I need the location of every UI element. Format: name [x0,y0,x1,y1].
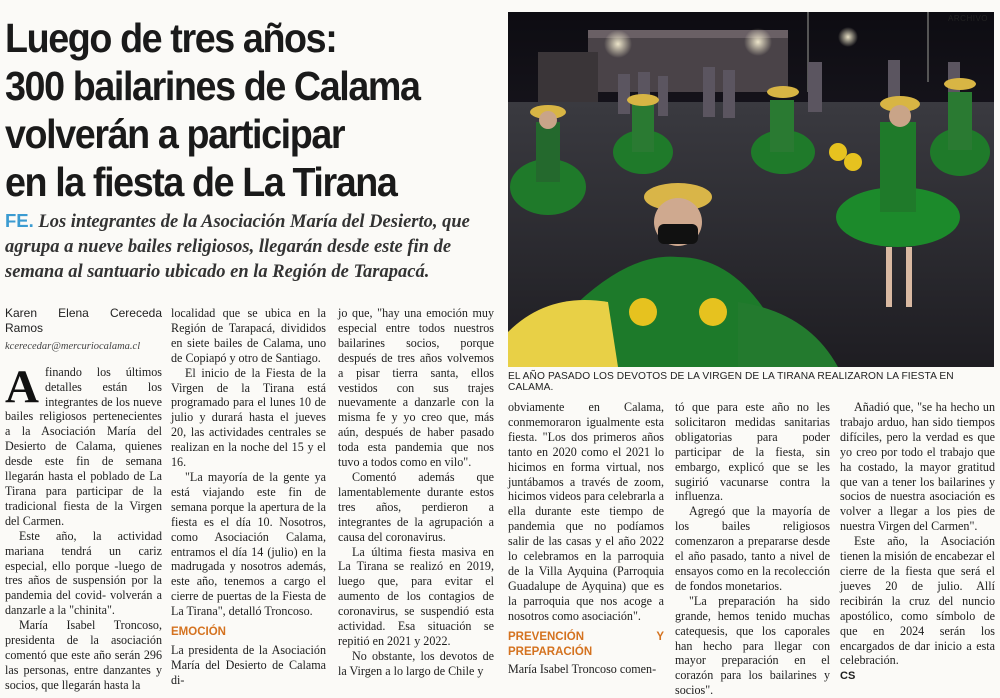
paragraph: localidad que se ubica en la Región de Tarapacá, divididos en siete bailes de Calama, uno de Copiapó y otro de Santiago. [171,306,326,365]
paragraph: tó que para este año no les solicitaron medidas sanitarias obligatorias para poder participar de la fiesta, sin embargo, explicó que se les sugirió vacunarse contra la influenza. [675,400,830,504]
subhead-prevencion: PREVENCIÓN Y PREPARACIÓN [508,630,664,658]
headline [5,14,465,206]
photo-caption: EL AÑO PASADO LOS DEVOTOS DE LA VIRGEN DE LA TIRANA REALIZARON LA FIESTA EN CALAMA. [508,371,954,393]
column-1 [5,306,162,693]
headline-line-1: Luego de tres años: [5,15,337,61]
paragraph: María Isabel Troncoso comen- [508,662,657,677]
paragraph: jo que, "hay una emoción muy especial entre todos nuestros bailarines socios, porque después de tres años volvemos a pisar tierra santa, ellos vestidos con sus trajes nuevamente a danzarle con la misma fe y yo creo que, más aún, después de haber pasado toda esta pandemia que nos tuvo a todos como en vilo". [338,306,494,470]
headline-line-2: 300 bailarines de Calama [5,63,420,109]
paragraph: Comentó además que lamentablemente durante estos tres años, perdieron a integrantes de la agrupación a causa del coronavirus. [338,469,494,544]
headline-line-4: en la fiesta de La Tirana [5,159,397,205]
column-6 [840,400,995,684]
dancers-photo-illustration [508,12,994,367]
column-5 [675,400,830,698]
paragraph: María Isabel Troncoso, presidenta de la asociación comentó que este año serán 296 las personas, entre danzantes y socios, que llegarán hasta la [5,618,162,692]
paragraph: No obstante, los devotos de la Virgen a lo largo de Chile y [338,648,494,678]
paragraph: Afinando los últimos detalles están los integrantes de los nueve bailes religiosos pertenecientes a la Asociación María del Desierto de Calama, quienes desde este fin de semana llegarán hasta el poblado de La Tirana para participar de la tradicional fiesta de la Virgen del Carmen. [5,360,162,528]
column-3 [338,306,494,679]
dropcap: A [5,360,39,413]
paragraph: El inicio de la Fiesta de la Virgen de la Tirana está programado para el lunes 10 de julio y durará hasta el jueves 20, las actividades centrales se realizan en la noche del 15 y el 16. [171,365,326,470]
paragraph: La última fiesta masiva en La Tirana se realizó en 2019, luego que, para evitar el aumento de los contagios de coronavirus, se suspendió esta actividad. Esa situación se repitió en 2021 y 2022. [338,544,494,648]
subhead-emocion: EMOCIÓN [171,626,226,639]
headline-line-3: volverán a participar [5,111,345,157]
lede-tag: FE. [5,210,34,231]
paragraph: La presidenta de la Asociación María del Desierto de Calama di- [171,642,326,687]
paragraph: Este año, la actividad mariana tendrá un cariz especial, ello porque -luego de tres años de suspensión por la pandemia del covid- volverán a danzarle a la "chinita". [5,528,162,618]
column-2 [171,306,326,688]
paragraph: "La mayoría de la gente ya está viajando este fin de semana porque la apertura de la fiesta es el día 10. Nosotros, como Asociación Calama, entramos el día 14 (julio) en la madrugada y nosotros además, este año, tenemos a cargo el cierre de puertas de la Fiesta de La Tirana", detalló Troncoso. [171,469,326,619]
column-4 [508,400,664,677]
paragraph: "La preparación ha sido grande, hemos tenido muchas catequesis, que los caporales han hecho para llegar con mayor preparación en el corazón para los bailarines y socios". [675,593,830,698]
author-name: Karen Elena Cereceda Ramos [5,306,162,335]
lede [5,208,500,285]
end-mark: CS [840,670,856,683]
paragraph: obviamente en Calama, conmemoraron igualmente esta fiesta. "Los dos primeros años tanto en 2020 como el 2021 lo hicimos en forma virtual, nos juntábamos a través de zoom, hicimos videos para celebrarla a ella durante este tiempo de pandemia que no podíamos salir de las casas y el año 2022 lo celebramos en la parroquia de la Villa Ayquina (Parroquia Guadalupe de Ayquina) que es la parroquia que nos acoge a nosotros como asociación". [508,400,664,623]
photo-credit: ARCHIVO [948,14,988,23]
article-photo [508,12,994,367]
paragraph: Agregó que la mayoría de los bailes religiosos comenzaron a prepararse desde el año pasado, tanto a nivel de ensayos como en la recolección de fondos monetarios. [675,504,830,593]
lede-text: Los integrantes de la Asociación María del Desierto, que agrupa a nueve bailes religiosos, llegarán desde este fin de semana al santuario ubicado en la Región de Tarapacá. [5,212,470,282]
author-email[interactable]: kcerecedar@mercuriocalama.cl [5,340,141,352]
paragraph: Añadió que, "se ha hecho un trabajo arduo, han sido tiempos difíciles, pero la verdad es que yo creo por todo el trabajo que ha costado, la mayor gratitud que van a tener los bailarines y socios de nuestra asociación es volver a llegar a los pies de nuestra Virgen del Carmen". [840,400,995,534]
paragraph: Este año, la Asociación tienen la misión de encabezar el cierre de la fiesta que será el jueves 20 de julio. Allí recibirán la cruz del nuncio apostólico, como símbolo de que en 2024 serán los encargados de dar inicio a esta celebración. [840,534,995,668]
